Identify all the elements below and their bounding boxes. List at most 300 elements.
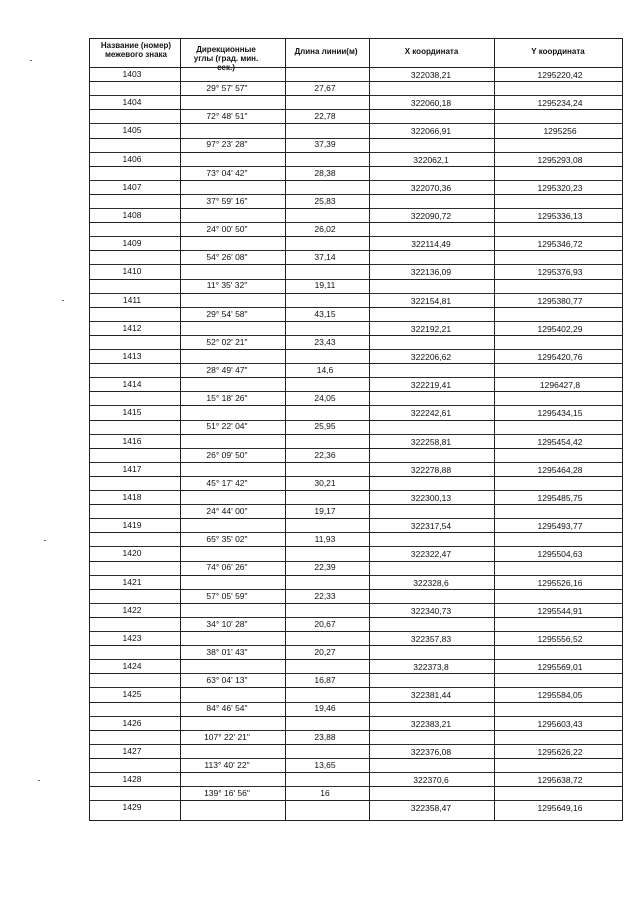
row-divider: [180, 391, 285, 392]
row-divider: [369, 109, 622, 110]
row-divider: [369, 166, 622, 167]
row-divider: [89, 800, 180, 801]
row-divider: [369, 95, 622, 96]
row-divider: [180, 772, 285, 773]
segment-angle: 54° 26' 08": [206, 252, 248, 262]
segment-angle: 51° 22' 04": [206, 421, 248, 431]
row-divider: [180, 448, 285, 449]
segment-angle: 57° 05' 59": [206, 591, 248, 601]
point-y: 1295420,76: [537, 352, 583, 362]
row-divider: [89, 631, 180, 632]
point-name: 1420: [122, 548, 142, 558]
row-divider: [285, 617, 369, 618]
segment-length: 20,27: [314, 647, 336, 657]
point-x: 322357,83: [410, 634, 452, 644]
row-divider: [89, 532, 180, 533]
segment-length: 22,78: [314, 111, 336, 121]
row-divider: [180, 786, 285, 787]
point-y: 1295380,77: [537, 296, 583, 306]
point-x: 322242,61: [410, 408, 452, 418]
segment-angle: 24° 44' 00": [206, 506, 248, 516]
row-divider: [285, 236, 369, 237]
row-divider: [285, 405, 369, 406]
row-divider: [180, 716, 285, 717]
segment-angle: 29° 57' 57": [206, 83, 248, 93]
row-divider: [285, 772, 369, 773]
row-divider: [89, 349, 180, 350]
segment-length: 14,6: [316, 365, 334, 375]
row-divider: [89, 194, 180, 195]
row-divider: [285, 391, 369, 392]
segment-length: 16: [320, 788, 330, 798]
point-y: 1295454,42: [537, 437, 583, 447]
row-divider: [180, 617, 285, 618]
segment-angle: 63° 04' 13": [206, 675, 248, 685]
point-name: 1412: [122, 323, 142, 333]
row-divider: [369, 250, 622, 251]
point-y: 1295256: [543, 126, 577, 136]
row-divider: [89, 420, 180, 421]
point-name: 1418: [122, 492, 142, 502]
row-divider: [369, 222, 622, 223]
row-divider: [89, 405, 180, 406]
row-divider: [180, 476, 285, 477]
segment-angle: 84° 46' 54": [206, 703, 248, 713]
point-y: 1295320,23: [537, 183, 583, 193]
point-name: 1414: [122, 379, 142, 389]
row-divider: [369, 476, 622, 477]
row-divider: [180, 363, 285, 364]
point-x: 322062,1: [413, 155, 449, 165]
segment-length: 22,39: [314, 562, 336, 572]
row-divider: [89, 363, 180, 364]
point-name: 1404: [122, 97, 142, 107]
row-divider: [89, 504, 180, 505]
row-divider: [369, 687, 622, 688]
segment-angle: 28° 49' 47": [206, 365, 248, 375]
row-divider: [180, 744, 285, 745]
row-divider: [180, 504, 285, 505]
row-divider: [285, 180, 369, 181]
row-divider: [180, 603, 285, 604]
row-divider: [89, 546, 180, 547]
row-divider: [285, 758, 369, 759]
row-divider: [89, 617, 180, 618]
row-divider: [285, 476, 369, 477]
row-divider: [89, 321, 180, 322]
row-divider: [180, 321, 285, 322]
row-divider: [285, 349, 369, 350]
row-divider: [89, 307, 180, 308]
row-divider: [369, 448, 622, 449]
row-divider: [285, 532, 369, 533]
point-x: 322376,08: [410, 747, 452, 757]
segment-length: 26,02: [314, 224, 336, 234]
point-x: 322317,54: [410, 521, 452, 531]
row-divider: [369, 716, 622, 717]
point-y: 1295346,72: [537, 239, 583, 249]
row-divider: [180, 405, 285, 406]
row-divider: [285, 603, 369, 604]
segment-angle: 37° 59' 16": [206, 196, 248, 206]
row-divider: [180, 645, 285, 646]
row-divider: [369, 603, 622, 604]
segment-angle: 24° 00' 50": [206, 224, 248, 234]
segment-length: 27,67: [314, 83, 336, 93]
point-y: 1295434,15: [537, 408, 583, 418]
row-divider: [89, 180, 180, 181]
scan-speck: [38, 780, 40, 781]
point-x: 322340,73: [410, 606, 452, 616]
row-divider: [180, 109, 285, 110]
segment-length: 19,46: [314, 703, 336, 713]
row-divider: [89, 744, 180, 745]
point-x: 322358,47: [410, 803, 452, 813]
row-divider: [369, 434, 622, 435]
point-x: 322328,6: [413, 578, 449, 588]
row-divider: [180, 758, 285, 759]
row-divider: [369, 81, 622, 82]
row-divider: [180, 575, 285, 576]
point-name: 1417: [122, 464, 142, 474]
segment-length: 37,39: [314, 139, 336, 149]
header-angle: Дирекционные углы (град. мин.: [193, 45, 259, 63]
row-divider: [180, 532, 285, 533]
row-divider: [180, 800, 285, 801]
row-divider: [89, 448, 180, 449]
point-x: 322370,6: [413, 775, 449, 785]
row-divider: [285, 293, 369, 294]
segment-angle: 113° 40' 22": [204, 760, 250, 770]
row-divider: [285, 321, 369, 322]
row-divider: [369, 391, 622, 392]
point-x: 322066,91: [410, 126, 452, 136]
segment-length: 16,87: [314, 675, 336, 685]
row-divider: [89, 166, 180, 167]
row-divider: [285, 659, 369, 660]
point-y: 1295464,28: [537, 465, 583, 475]
segment-angle: 74° 06' 26": [206, 562, 248, 572]
point-x: 322381,44: [410, 690, 452, 700]
row-divider: [369, 561, 622, 562]
row-divider: [180, 518, 285, 519]
row-divider: [369, 575, 622, 576]
point-y: 1296427,8: [539, 380, 581, 390]
point-x: 322192,21: [410, 324, 452, 334]
row-divider: [89, 702, 180, 703]
point-name: 1413: [122, 351, 142, 361]
row-divider: [369, 152, 622, 153]
point-x: 322154,81: [410, 296, 452, 306]
column-border: [622, 38, 623, 820]
row-divider: [180, 152, 285, 153]
row-divider: [285, 109, 369, 110]
segment-length: 22,36: [314, 450, 336, 460]
row-divider: [89, 335, 180, 336]
point-y: 1295402,29: [537, 324, 583, 334]
row-divider: [89, 81, 180, 82]
segment-angle: 65° 35' 02": [206, 534, 248, 544]
point-name: 1415: [122, 407, 142, 417]
point-y: 1295626,22: [537, 747, 583, 757]
row-divider: [89, 264, 180, 265]
row-divider: [369, 532, 622, 533]
row-divider: [180, 264, 285, 265]
row-divider: [369, 744, 622, 745]
point-x: 322383,21: [410, 719, 452, 729]
row-divider: [369, 307, 622, 308]
row-divider: [369, 673, 622, 674]
point-name: 1408: [122, 210, 142, 220]
point-x: 322322,47: [410, 549, 452, 559]
row-divider: [369, 123, 622, 124]
point-name: 1421: [122, 577, 142, 587]
row-divider: [180, 589, 285, 590]
point-y: 1295569,01: [537, 662, 583, 672]
row-divider: [180, 631, 285, 632]
segment-length: 25,83: [314, 196, 336, 206]
row-divider: [180, 95, 285, 96]
row-divider: [89, 138, 180, 139]
point-y: 1295584,05: [537, 690, 583, 700]
row-divider: [285, 631, 369, 632]
point-x: 322373,8: [413, 662, 449, 672]
row-divider: [369, 786, 622, 787]
row-divider: [369, 208, 622, 209]
row-divider: [285, 800, 369, 801]
row-divider: [369, 490, 622, 491]
row-divider: [285, 575, 369, 576]
point-name: 1411: [122, 295, 142, 305]
row-divider: [89, 730, 180, 731]
row-divider: [285, 645, 369, 646]
point-x: 322060,18: [410, 98, 452, 108]
header-y: Y координата: [531, 47, 585, 56]
segment-length: 19,17: [314, 506, 336, 516]
row-divider: [89, 659, 180, 660]
header-name: Название (номер) межевого знака: [100, 41, 172, 59]
row-divider: [369, 194, 622, 195]
point-x: 322300,13: [410, 493, 452, 503]
point-name: 1419: [122, 520, 142, 530]
point-y: 1295485,75: [537, 493, 583, 503]
point-name: 1426: [122, 718, 142, 728]
segment-length: 19,11: [314, 280, 336, 290]
row-divider: [369, 758, 622, 759]
row-divider: [89, 109, 180, 110]
row-divider: [285, 95, 369, 96]
header-divider: [89, 67, 623, 68]
row-divider: [285, 448, 369, 449]
point-y: 1295649,16: [537, 803, 583, 813]
row-divider: [285, 250, 369, 251]
row-divider: [180, 673, 285, 674]
row-divider: [369, 462, 622, 463]
segment-angle: 52° 02' 21": [206, 337, 248, 347]
header-length: Длина линии(м): [294, 47, 358, 56]
row-divider: [285, 716, 369, 717]
row-divider: [180, 349, 285, 350]
row-divider: [285, 222, 369, 223]
segment-angle: 34° 10' 28": [206, 619, 248, 629]
row-divider: [285, 462, 369, 463]
row-divider: [89, 772, 180, 773]
row-divider: [285, 152, 369, 153]
row-divider: [369, 180, 622, 181]
point-x: 322114,49: [411, 239, 451, 249]
row-divider: [89, 293, 180, 294]
segment-length: 25,95: [314, 421, 336, 431]
row-divider: [89, 561, 180, 562]
row-divider: [89, 222, 180, 223]
point-name: 1428: [122, 774, 142, 784]
row-divider: [285, 730, 369, 731]
segment-length: 43,15: [314, 309, 336, 319]
point-x: 322278,88: [410, 465, 452, 475]
point-y: 1295376,93: [537, 267, 583, 277]
segment-angle: 11° 35' 32": [206, 280, 248, 290]
point-x: 322219,41: [410, 380, 452, 390]
segment-length: 30,21: [314, 478, 336, 488]
segment-length: 24,05: [314, 393, 336, 403]
segment-angle: 73° 04' 42": [206, 168, 248, 178]
row-divider: [285, 166, 369, 167]
point-y: 1295504,63: [537, 549, 583, 559]
row-divider: [180, 307, 285, 308]
point-y: 1295638,72: [537, 775, 583, 785]
point-name: 1406: [122, 154, 142, 164]
point-y: 1295526,16: [537, 578, 583, 588]
row-divider: [89, 476, 180, 477]
row-divider: [89, 250, 180, 251]
point-y: 1295493,77: [537, 521, 583, 531]
row-divider: [285, 744, 369, 745]
point-y: 1295220,42: [537, 70, 583, 80]
row-divider: [285, 589, 369, 590]
row-divider: [180, 194, 285, 195]
row-divider: [369, 504, 622, 505]
row-divider: [369, 659, 622, 660]
point-name: 1422: [122, 605, 142, 615]
segment-angle: 45° 17' 42": [206, 478, 248, 488]
row-divider: [89, 434, 180, 435]
row-divider: [285, 123, 369, 124]
row-divider: [89, 758, 180, 759]
row-divider: [89, 236, 180, 237]
row-divider: [369, 279, 622, 280]
point-y: 1295293,08: [537, 155, 583, 165]
point-x: 322070,36: [410, 183, 452, 193]
row-divider: [180, 208, 285, 209]
row-divider: [180, 166, 285, 167]
row-divider: [369, 321, 622, 322]
segment-angle: 139° 16' 56": [204, 788, 250, 798]
row-divider: [180, 293, 285, 294]
segment-length: 11,93: [314, 534, 336, 544]
row-divider: [180, 377, 285, 378]
row-divider: [89, 391, 180, 392]
row-divider: [369, 645, 622, 646]
point-name: 1429: [122, 802, 142, 812]
point-y: 1295556,52: [537, 634, 583, 644]
scan-speck: [30, 60, 32, 61]
row-divider: [285, 208, 369, 209]
point-name: 1403: [122, 69, 142, 79]
point-y: 1295544,91: [537, 606, 583, 616]
row-divider: [369, 631, 622, 632]
point-x: 322206,62: [410, 352, 452, 362]
row-divider: [285, 81, 369, 82]
segment-length: 20,67: [314, 619, 336, 629]
row-divider: [180, 462, 285, 463]
segment-angle: 15° 18' 26": [206, 393, 248, 403]
segment-angle: 107° 22' 21": [204, 732, 250, 742]
segment-length: 37,14: [314, 252, 336, 262]
row-divider: [89, 123, 180, 124]
row-divider: [89, 490, 180, 491]
row-divider: [369, 264, 622, 265]
row-divider: [180, 490, 285, 491]
point-name: 1405: [122, 125, 142, 135]
row-divider: [89, 716, 180, 717]
point-name: 1407: [122, 182, 142, 192]
row-divider: [285, 335, 369, 336]
row-divider: [285, 264, 369, 265]
row-divider: [180, 250, 285, 251]
point-name: 1424: [122, 661, 142, 671]
row-divider: [180, 81, 285, 82]
row-divider: [89, 687, 180, 688]
point-x: 322090,72: [410, 211, 452, 221]
row-divider: [89, 575, 180, 576]
row-divider: [89, 589, 180, 590]
row-divider: [369, 800, 622, 801]
point-name: 1409: [122, 238, 142, 248]
point-name: 1410: [122, 266, 142, 276]
segment-angle: 97° 23' 28": [206, 139, 248, 149]
row-divider: [285, 377, 369, 378]
point-y: 1295234,24: [537, 98, 583, 108]
row-divider: [180, 730, 285, 731]
row-divider: [89, 603, 180, 604]
row-divider: [89, 518, 180, 519]
row-divider: [180, 687, 285, 688]
row-divider: [369, 702, 622, 703]
segment-length: 23,43: [314, 337, 336, 347]
row-divider: [89, 673, 180, 674]
point-y: 1295603,43: [537, 719, 583, 729]
row-divider: [180, 546, 285, 547]
row-divider: [369, 617, 622, 618]
row-divider: [369, 772, 622, 773]
table-border: [89, 820, 623, 821]
segment-angle: 26° 09' 50": [206, 450, 248, 460]
row-divider: [369, 518, 622, 519]
row-divider: [89, 786, 180, 787]
row-divider: [285, 673, 369, 674]
row-divider: [285, 363, 369, 364]
scan-speck: [62, 300, 64, 301]
row-divider: [180, 659, 285, 660]
segment-length: 22,33: [314, 591, 336, 601]
point-x: 322136,09: [410, 267, 452, 277]
row-divider: [285, 786, 369, 787]
row-divider: [180, 222, 285, 223]
row-divider: [180, 180, 285, 181]
scan-speck: [44, 540, 46, 541]
row-divider: [285, 504, 369, 505]
row-divider: [369, 349, 622, 350]
